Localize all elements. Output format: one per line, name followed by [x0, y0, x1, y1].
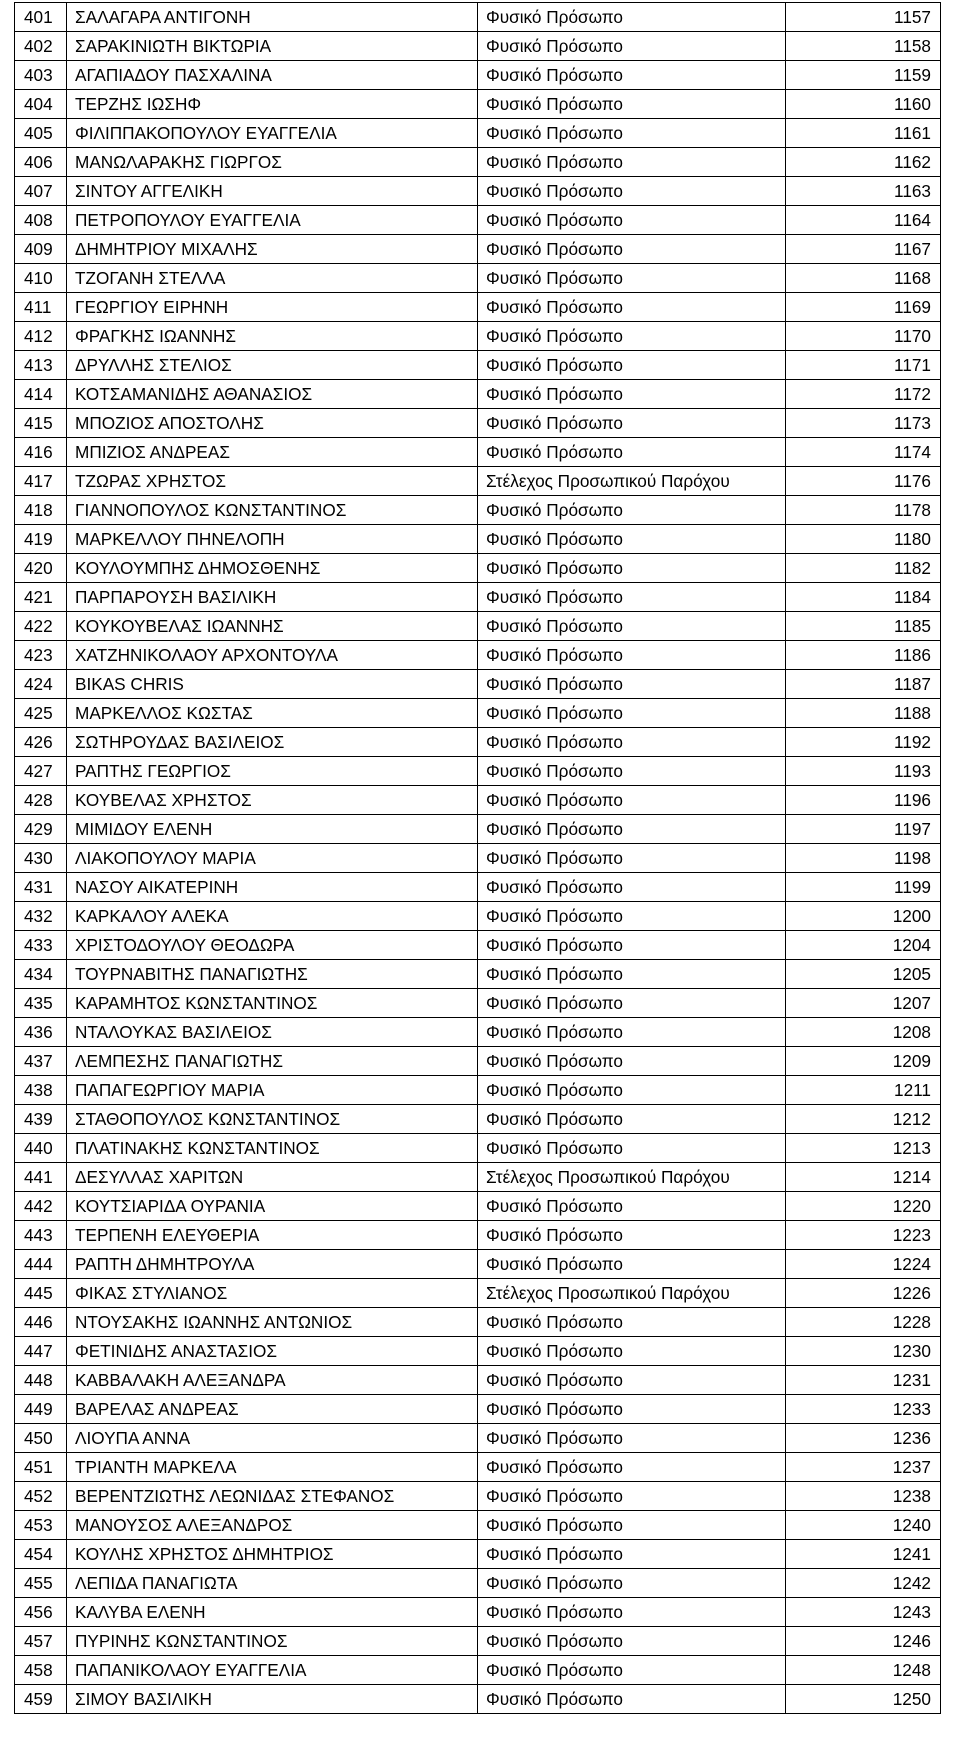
row-number: 409 [15, 235, 67, 264]
person-type: Φυσικό Πρόσωπο [478, 1076, 786, 1105]
person-type: Φυσικό Πρόσωπο [478, 670, 786, 699]
table-row [15, 1163, 941, 1192]
table-row [15, 351, 941, 380]
row-number: 420 [15, 554, 67, 583]
row-number: 436 [15, 1018, 67, 1047]
person-type: Φυσικό Πρόσωπο [478, 1366, 786, 1395]
person-type: Φυσικό Πρόσωπο [478, 1395, 786, 1424]
registry-code: 1200 [786, 902, 941, 931]
row-number: 438 [15, 1076, 67, 1105]
row-number: 403 [15, 61, 67, 90]
person-type: Φυσικό Πρόσωπο [478, 786, 786, 815]
table-row [15, 1540, 941, 1569]
person-type: Φυσικό Πρόσωπο [478, 148, 786, 177]
table-row [15, 1366, 941, 1395]
person-name: ΚΑΒΒΑΛΑΚΗ ΑΛΕΞΑΝΔΡΑ [67, 1366, 478, 1395]
person-type: Φυσικό Πρόσωπο [478, 90, 786, 119]
table-row [15, 119, 941, 148]
table-row [15, 380, 941, 409]
person-type: Φυσικό Πρόσωπο [478, 380, 786, 409]
row-number: 439 [15, 1105, 67, 1134]
table-row [15, 1308, 941, 1337]
person-name: ΣΑΛΑΓΑΡΑ ΑΝΤΙΓΟΝΗ [67, 3, 478, 32]
person-type: Φυσικό Πρόσωπο [478, 873, 786, 902]
person-type: Φυσικό Πρόσωπο [478, 496, 786, 525]
person-type: Φυσικό Πρόσωπο [478, 1598, 786, 1627]
row-number: 421 [15, 583, 67, 612]
person-type: Φυσικό Πρόσωπο [478, 1221, 786, 1250]
person-name: ΤΕΡΖΗΣ ΙΩΣΗΦ [67, 90, 478, 119]
row-number: 414 [15, 380, 67, 409]
row-number: 418 [15, 496, 67, 525]
person-name: ΒΕΡΕΝΤΖΙΩΤΗΣ ΛΕΩΝΙΔΑΣ ΣΤΕΦΑΝΟΣ [67, 1482, 478, 1511]
registry-code: 1196 [786, 786, 941, 815]
person-type: Φυσικό Πρόσωπο [478, 641, 786, 670]
row-number: 425 [15, 699, 67, 728]
table-row [15, 1105, 941, 1134]
person-name: ΦΙΚΑΣ ΣΤΥΛΙΑΝΟΣ [67, 1279, 478, 1308]
table-row [15, 1453, 941, 1482]
person-type: Φυσικό Πρόσωπο [478, 177, 786, 206]
table-row [15, 177, 941, 206]
person-name: ΤΟΥΡΝΑΒΙΤΗΣ ΠΑΝΑΓΙΩΤΗΣ [67, 960, 478, 989]
person-type: Φυσικό Πρόσωπο [478, 1482, 786, 1511]
registry-code: 1186 [786, 641, 941, 670]
person-name: ΛΙΟΥΠΑ ΑΝΝΑ [67, 1424, 478, 1453]
registry-code: 1238 [786, 1482, 941, 1511]
person-name: ΓΕΩΡΓΙΟΥ ΕΙΡΗΝΗ [67, 293, 478, 322]
person-name: ΜΑΝΩΛΑΡΑΚΗΣ ΓΙΩΡΓΟΣ [67, 148, 478, 177]
row-number: 404 [15, 90, 67, 119]
person-name: ΚΟΥΤΣΙΑΡΙΔΑ ΟΥΡΑΝΙΑ [67, 1192, 478, 1221]
table-row [15, 496, 941, 525]
person-name: BIKAS CHRIS [67, 670, 478, 699]
person-type: Στέλεχος Προσωπικού Παρόχου [478, 1279, 786, 1308]
registry-code: 1171 [786, 351, 941, 380]
table-row [15, 931, 941, 960]
person-name: ΑΓΑΠΙΑΔΟΥ ΠΑΣΧΑΛΙΝΑ [67, 61, 478, 90]
table-row [15, 960, 941, 989]
person-type: Φυσικό Πρόσωπο [478, 960, 786, 989]
row-number: 412 [15, 322, 67, 351]
registry-code: 1185 [786, 612, 941, 641]
person-type: Φυσικό Πρόσωπο [478, 119, 786, 148]
table-row [15, 641, 941, 670]
registry-code: 1178 [786, 496, 941, 525]
person-name: ΜΑΡΚΕΛΛΟΥ ΠΗΝΕΛΟΠΗ [67, 525, 478, 554]
person-name: ΚΑΡΑΜΗΤΟΣ ΚΩΝΣΤΑΝΤΙΝΟΣ [67, 989, 478, 1018]
person-type: Φυσικό Πρόσωπο [478, 583, 786, 612]
registry-code: 1174 [786, 438, 941, 467]
person-name: ΛΙΑΚΟΠΟΥΛΟΥ ΜΑΡΙΑ [67, 844, 478, 873]
registry-code: 1167 [786, 235, 941, 264]
table-row [15, 525, 941, 554]
table-row [15, 206, 941, 235]
person-name: ΜΙΜΙΔΟΥ ΕΛΕΝΗ [67, 815, 478, 844]
person-name: ΤΖΟΓΑΝΗ ΣΤΕΛΛΑ [67, 264, 478, 293]
person-name: ΦΕΤΙΝΙΔΗΣ ΑΝΑΣΤΑΣΙΟΣ [67, 1337, 478, 1366]
person-name: ΤΡΙΑΝΤΗ ΜΑΡΚΕΛΑ [67, 1453, 478, 1482]
person-name: ΧΡΙΣΤΟΔΟΥΛΟΥ ΘΕΟΔΩΡΑ [67, 931, 478, 960]
table-row [15, 1511, 941, 1540]
row-number: 433 [15, 931, 67, 960]
person-name: ΣΑΡΑΚΙΝΙΩΤΗ ΒΙΚΤΩΡΙΑ [67, 32, 478, 61]
person-type: Φυσικό Πρόσωπο [478, 525, 786, 554]
table-row [15, 293, 941, 322]
person-type: Φυσικό Πρόσωπο [478, 322, 786, 351]
row-number: 447 [15, 1337, 67, 1366]
row-number: 410 [15, 264, 67, 293]
registry-code: 1237 [786, 1453, 941, 1482]
person-type: Φυσικό Πρόσωπο [478, 1337, 786, 1366]
registry-code: 1187 [786, 670, 941, 699]
row-number: 408 [15, 206, 67, 235]
registry-code: 1160 [786, 90, 941, 119]
person-type: Φυσικό Πρόσωπο [478, 1192, 786, 1221]
row-number: 417 [15, 467, 67, 496]
registry-code: 1158 [786, 32, 941, 61]
person-type: Φυσικό Πρόσωπο [478, 612, 786, 641]
table-row [15, 728, 941, 757]
person-name: ΚΟΥΚΟΥΒΕΛΑΣ ΙΩΑΝΝΗΣ [67, 612, 478, 641]
person-type: Στέλεχος Προσωπικού Παρόχου [478, 467, 786, 496]
registry-code: 1228 [786, 1308, 941, 1337]
person-type: Φυσικό Πρόσωπο [478, 1627, 786, 1656]
person-type: Φυσικό Πρόσωπο [478, 1134, 786, 1163]
table-row [15, 757, 941, 786]
person-name: ΚΑΛΥΒΑ ΕΛΕΝΗ [67, 1598, 478, 1627]
person-name: ΔΡΥΛΛΗΣ ΣΤΕΛΙΟΣ [67, 351, 478, 380]
table-row [15, 467, 941, 496]
person-type: Φυσικό Πρόσωπο [478, 1453, 786, 1482]
table-row [15, 1424, 941, 1453]
table-row [15, 699, 941, 728]
table-row [15, 148, 941, 177]
registry-code: 1159 [786, 61, 941, 90]
row-number: 431 [15, 873, 67, 902]
row-number: 406 [15, 148, 67, 177]
table-row [15, 612, 941, 641]
person-type: Φυσικό Πρόσωπο [478, 1511, 786, 1540]
row-number: 452 [15, 1482, 67, 1511]
registry-table [14, 2, 941, 1714]
table-body [15, 3, 941, 1714]
person-name: ΧΑΤΖΗΝΙΚΟΛΑΟΥ ΑΡΧΟΝΤΟΥΛΑ [67, 641, 478, 670]
row-number: 401 [15, 3, 67, 32]
person-type: Φυσικό Πρόσωπο [478, 1569, 786, 1598]
row-number: 435 [15, 989, 67, 1018]
table-row [15, 61, 941, 90]
table-row [15, 90, 941, 119]
registry-code: 1180 [786, 525, 941, 554]
person-name: ΦΡΑΓΚΗΣ ΙΩΑΝΝΗΣ [67, 322, 478, 351]
table-row [15, 1656, 941, 1685]
registry-code: 1204 [786, 931, 941, 960]
registry-code: 1169 [786, 293, 941, 322]
person-type: Φυσικό Πρόσωπο [478, 902, 786, 931]
registry-code: 1163 [786, 177, 941, 206]
person-type: Φυσικό Πρόσωπο [478, 61, 786, 90]
registry-code: 1198 [786, 844, 941, 873]
person-type: Φυσικό Πρόσωπο [478, 206, 786, 235]
row-number: 405 [15, 119, 67, 148]
person-name: ΚΟΤΣΑΜΑΝΙΔΗΣ ΑΘΑΝΑΣΙΟΣ [67, 380, 478, 409]
registry-code: 1241 [786, 1540, 941, 1569]
table-row [15, 1685, 941, 1714]
person-name: ΠΑΡΠΑΡΟΥΣΗ ΒΑΣΙΛΙΚΗ [67, 583, 478, 612]
registry-code: 1199 [786, 873, 941, 902]
row-number: 458 [15, 1656, 67, 1685]
registry-code: 1226 [786, 1279, 941, 1308]
registry-code: 1208 [786, 1018, 941, 1047]
row-number: 415 [15, 409, 67, 438]
row-number: 449 [15, 1395, 67, 1424]
person-type: Φυσικό Πρόσωπο [478, 409, 786, 438]
registry-code: 1164 [786, 206, 941, 235]
row-number: 428 [15, 786, 67, 815]
table-row [15, 235, 941, 264]
table-row [15, 1279, 941, 1308]
person-type: Φυσικό Πρόσωπο [478, 1424, 786, 1453]
table-row [15, 815, 941, 844]
person-type: Φυσικό Πρόσωπο [478, 235, 786, 264]
row-number: 429 [15, 815, 67, 844]
table-row [15, 32, 941, 61]
person-name: ΜΑΡΚΕΛΛΟΣ ΚΩΣΤΑΣ [67, 699, 478, 728]
row-number: 450 [15, 1424, 67, 1453]
person-name: ΚΟΥΛΟΥΜΠΗΣ ΔΗΜΟΣΘΕΝΗΣ [67, 554, 478, 583]
person-type: Φυσικό Πρόσωπο [478, 728, 786, 757]
person-name: ΣΩΤΗΡΟΥΔΑΣ ΒΑΣΙΛΕΙΟΣ [67, 728, 478, 757]
row-number: 434 [15, 960, 67, 989]
person-name: ΠΛΑΤΙΝΑΚΗΣ ΚΩΝΣΤΑΝΤΙΝΟΣ [67, 1134, 478, 1163]
person-type: Φυσικό Πρόσωπο [478, 931, 786, 960]
row-number: 419 [15, 525, 67, 554]
registry-code: 1230 [786, 1337, 941, 1366]
person-name: ΛΕΠΙΔΑ ΠΑΝΑΓΙΩΤΑ [67, 1569, 478, 1598]
registry-code: 1176 [786, 467, 941, 496]
row-number: 459 [15, 1685, 67, 1714]
person-name: ΝΤΟΥΣΑΚΗΣ ΙΩΑΝΝΗΣ ΑΝΤΩΝΙΟΣ [67, 1308, 478, 1337]
person-name: ΔΗΜΗΤΡΙΟΥ ΜΙΧΑΛΗΣ [67, 235, 478, 264]
registry-code: 1182 [786, 554, 941, 583]
person-name: ΣΙΝΤΟΥ ΑΓΓΕΛΙΚΗ [67, 177, 478, 206]
table-row [15, 1221, 941, 1250]
table-row [15, 1482, 941, 1511]
registry-code: 1212 [786, 1105, 941, 1134]
registry-code: 1184 [786, 583, 941, 612]
registry-code: 1193 [786, 757, 941, 786]
row-number: 411 [15, 293, 67, 322]
person-type: Φυσικό Πρόσωπο [478, 32, 786, 61]
registry-code: 1243 [786, 1598, 941, 1627]
table-row [15, 322, 941, 351]
row-number: 407 [15, 177, 67, 206]
person-name: ΤΖΩΡΑΣ ΧΡΗΣΤΟΣ [67, 467, 478, 496]
registry-code: 1231 [786, 1366, 941, 1395]
person-name: ΓΙΑΝΝΟΠΟΥΛΟΣ ΚΩΝΣΤΑΝΤΙΝΟΣ [67, 496, 478, 525]
person-name: ΣΙΜΟΥ ΒΑΣΙΛΙΚΗ [67, 1685, 478, 1714]
registry-code: 1209 [786, 1047, 941, 1076]
row-number: 437 [15, 1047, 67, 1076]
person-name: ΡΑΠΤΗ ΔΗΜΗΤΡΟΥΛΑ [67, 1250, 478, 1279]
person-name: ΜΑΝΟΥΣΟΣ ΑΛΕΞΑΝΔΡΟΣ [67, 1511, 478, 1540]
person-name: ΣΤΑΘΟΠΟΥΛΟΣ ΚΩΝΣΤΑΝΤΙΝΟΣ [67, 1105, 478, 1134]
person-type: Στέλεχος Προσωπικού Παρόχου [478, 1163, 786, 1192]
person-type: Φυσικό Πρόσωπο [478, 1047, 786, 1076]
row-number: 442 [15, 1192, 67, 1221]
table-row [15, 1627, 941, 1656]
table-row [15, 1598, 941, 1627]
registry-code: 1211 [786, 1076, 941, 1105]
registry-code: 1223 [786, 1221, 941, 1250]
row-number: 422 [15, 612, 67, 641]
registry-code: 1173 [786, 409, 941, 438]
person-name: ΛΕΜΠΕΣΗΣ ΠΑΝΑΓΙΩΤΗΣ [67, 1047, 478, 1076]
table-row [15, 670, 941, 699]
person-name: ΠΑΠΑΝΙΚΟΛΑΟΥ ΕΥΑΓΓΕΛΙΑ [67, 1656, 478, 1685]
person-name: ΠΑΠΑΓΕΩΡΓΙΟΥ ΜΑΡΙΑ [67, 1076, 478, 1105]
person-type: Φυσικό Πρόσωπο [478, 989, 786, 1018]
person-name: ΚΑΡΚΑΛΟΥ ΑΛΕΚΑ [67, 902, 478, 931]
person-type: Φυσικό Πρόσωπο [478, 844, 786, 873]
table-row [15, 902, 941, 931]
person-type: Φυσικό Πρόσωπο [478, 1018, 786, 1047]
row-number: 426 [15, 728, 67, 757]
row-number: 440 [15, 1134, 67, 1163]
person-type: Φυσικό Πρόσωπο [478, 699, 786, 728]
person-name: ΠΕΤΡΟΠΟΥΛΟΥ ΕΥΑΓΓΕΛΙΑ [67, 206, 478, 235]
person-name: ΝΤΑΛΟΥΚΑΣ ΒΑΣΙΛΕΙΟΣ [67, 1018, 478, 1047]
table-row [15, 873, 941, 902]
table-row [15, 786, 941, 815]
row-number: 441 [15, 1163, 67, 1192]
registry-code: 1250 [786, 1685, 941, 1714]
row-number: 413 [15, 351, 67, 380]
table-row [15, 1569, 941, 1598]
table-row [15, 989, 941, 1018]
row-number: 456 [15, 1598, 67, 1627]
person-type: Φυσικό Πρόσωπο [478, 438, 786, 467]
registry-code: 1162 [786, 148, 941, 177]
table-row [15, 1337, 941, 1366]
registry-code: 1213 [786, 1134, 941, 1163]
row-number: 423 [15, 641, 67, 670]
row-number: 443 [15, 1221, 67, 1250]
registry-code: 1157 [786, 3, 941, 32]
person-type: Φυσικό Πρόσωπο [478, 815, 786, 844]
table-row [15, 1250, 941, 1279]
table-row [15, 3, 941, 32]
person-type: Φυσικό Πρόσωπο [478, 757, 786, 786]
row-number: 451 [15, 1453, 67, 1482]
person-name: ΚΟΥΛΗΣ ΧΡΗΣΤΟΣ ΔΗΜΗΤΡΙΟΣ [67, 1540, 478, 1569]
table-row [15, 409, 941, 438]
registry-code: 1207 [786, 989, 941, 1018]
registry-code: 1161 [786, 119, 941, 148]
table-row [15, 554, 941, 583]
person-name: ΔΕΣΥΛΛΑΣ ΧΑΡΙΤΩΝ [67, 1163, 478, 1192]
table-row [15, 583, 941, 612]
row-number: 446 [15, 1308, 67, 1337]
table-row [15, 1395, 941, 1424]
row-number: 457 [15, 1627, 67, 1656]
row-number: 448 [15, 1366, 67, 1395]
registry-code: 1197 [786, 815, 941, 844]
table-row [15, 1018, 941, 1047]
person-name: ΦΙΛΙΠΠΑΚΟΠΟΥΛΟΥ ΕΥΑΓΓΕΛΙΑ [67, 119, 478, 148]
row-number: 445 [15, 1279, 67, 1308]
person-type: Φυσικό Πρόσωπο [478, 554, 786, 583]
table-row [15, 264, 941, 293]
person-name: ΚΟΥΒΕΛΑΣ ΧΡΗΣΤΟΣ [67, 786, 478, 815]
row-number: 444 [15, 1250, 67, 1279]
table-row [15, 1047, 941, 1076]
registry-code: 1168 [786, 264, 941, 293]
row-number: 427 [15, 757, 67, 786]
registry-code: 1246 [786, 1627, 941, 1656]
person-type: Φυσικό Πρόσωπο [478, 1308, 786, 1337]
person-type: Φυσικό Πρόσωπο [478, 1656, 786, 1685]
registry-code: 1240 [786, 1511, 941, 1540]
person-type: Φυσικό Πρόσωπο [478, 293, 786, 322]
person-name: ΤΕΡΠΕΝΗ ΕΛΕΥΘΕΡΙΑ [67, 1221, 478, 1250]
person-type: Φυσικό Πρόσωπο [478, 1250, 786, 1279]
person-type: Φυσικό Πρόσωπο [478, 1540, 786, 1569]
registry-code: 1172 [786, 380, 941, 409]
registry-code: 1220 [786, 1192, 941, 1221]
registry-code: 1188 [786, 699, 941, 728]
registry-code: 1242 [786, 1569, 941, 1598]
registry-code: 1233 [786, 1395, 941, 1424]
row-number: 453 [15, 1511, 67, 1540]
row-number: 430 [15, 844, 67, 873]
registry-code: 1236 [786, 1424, 941, 1453]
table-row [15, 1192, 941, 1221]
row-number: 454 [15, 1540, 67, 1569]
row-number: 455 [15, 1569, 67, 1598]
person-type: Φυσικό Πρόσωπο [478, 351, 786, 380]
table-row [15, 844, 941, 873]
registry-code: 1214 [786, 1163, 941, 1192]
person-type: Φυσικό Πρόσωπο [478, 1105, 786, 1134]
person-type: Φυσικό Πρόσωπο [478, 3, 786, 32]
row-number: 416 [15, 438, 67, 467]
person-type: Φυσικό Πρόσωπο [478, 264, 786, 293]
table-row [15, 438, 941, 467]
registry-code: 1170 [786, 322, 941, 351]
person-name: ΠΥΡΙΝΗΣ ΚΩΝΣΤΑΝΤΙΝΟΣ [67, 1627, 478, 1656]
registry-code: 1224 [786, 1250, 941, 1279]
table-row [15, 1134, 941, 1163]
registry-code: 1248 [786, 1656, 941, 1685]
person-name: ΝΑΣΟΥ ΑΙΚΑΤΕΡΙΝΗ [67, 873, 478, 902]
registry-code: 1192 [786, 728, 941, 757]
registry-code: 1205 [786, 960, 941, 989]
row-number: 424 [15, 670, 67, 699]
person-type: Φυσικό Πρόσωπο [478, 1685, 786, 1714]
table-row [15, 1076, 941, 1105]
person-name: ΜΠΙΖΙΟΣ ΑΝΔΡΕΑΣ [67, 438, 478, 467]
person-name: ΡΑΠΤΗΣ ΓΕΩΡΓΙΟΣ [67, 757, 478, 786]
row-number: 432 [15, 902, 67, 931]
person-name: ΜΠΟΖΙΟΣ ΑΠΟΣΤΟΛΗΣ [67, 409, 478, 438]
row-number: 402 [15, 32, 67, 61]
person-name: ΒΑΡΕΛΑΣ ΑΝΔΡΕΑΣ [67, 1395, 478, 1424]
